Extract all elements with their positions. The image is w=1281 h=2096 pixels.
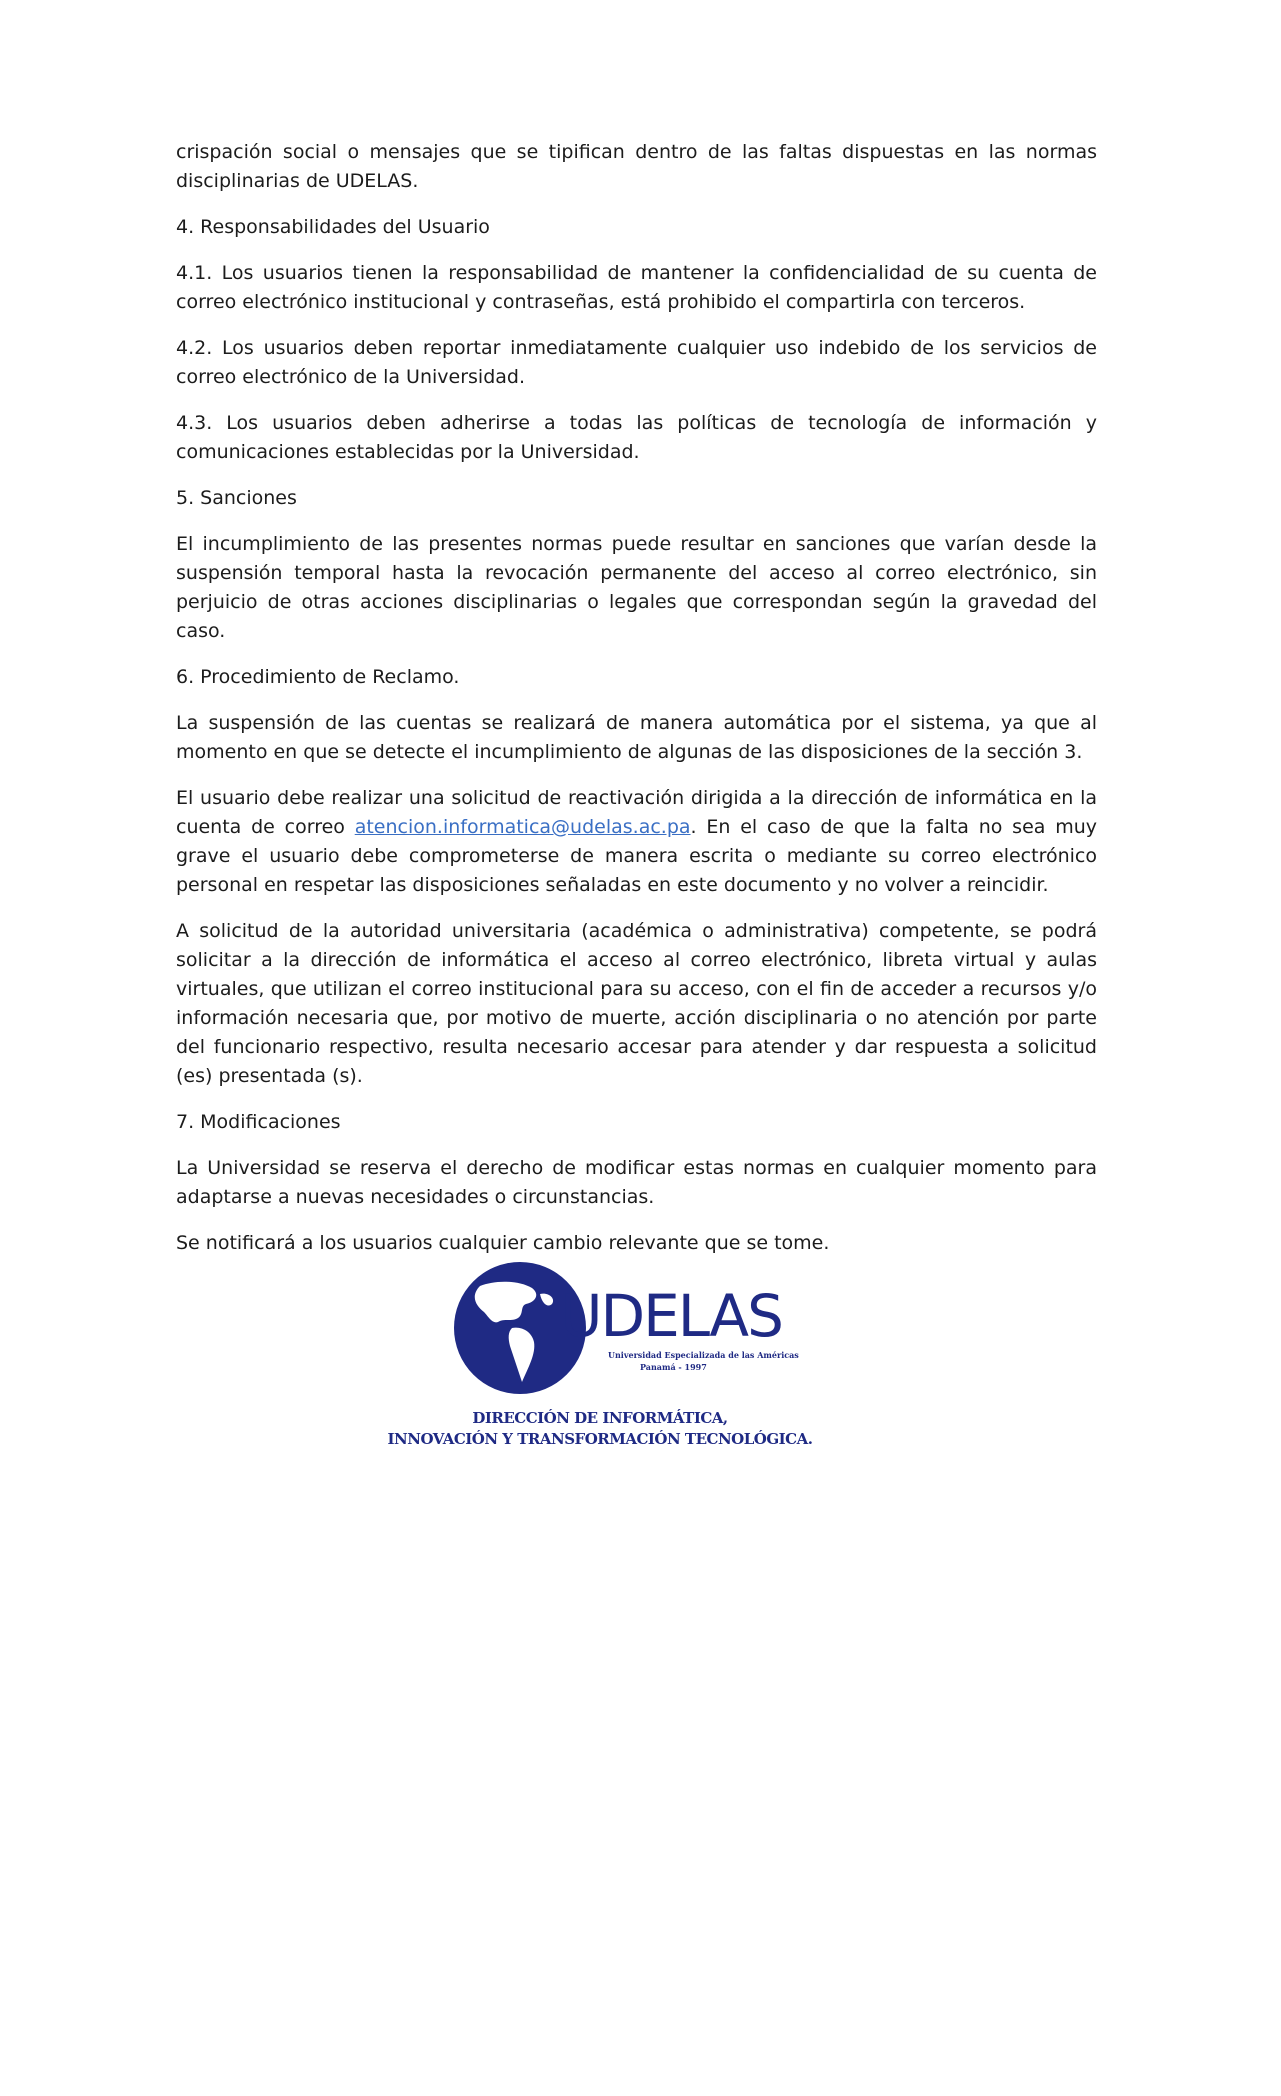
body-paragraph: 4.3. Los usuarios deben adherirse a todas las políticas de tecnología de información y comunicaciones establecidas por la Universidad. <box>176 412 1097 463</box>
department-line-2: INNOVACIÓN Y TRANSFORMACIÓN TECNOLÓGICA. <box>387 1430 813 1448</box>
department-name <box>380 1408 820 1450</box>
body-paragraph: La suspensión de las cuentas se realizará de manera automática por el sistema, ya que al momento en que se detecte el incumplimiento de algunas de las disposiciones de la sección 3. <box>176 712 1097 763</box>
document-body <box>176 138 1097 1275</box>
logo-wordmark: UDELAS <box>560 1282 782 1350</box>
section-heading: 7. Modificaciones <box>176 1111 341 1133</box>
paragraphs-before <box>176 138 1097 767</box>
section-heading: 4. Responsabilidades del Usuario <box>176 216 490 238</box>
logo-year: Panamá - 1997 <box>640 1362 707 1372</box>
body-paragraph: El incumplimiento de las presentes normas puede resultar en sanciones que varían desde la suspensión temporal hasta la revocación permanente del acceso al correo electrónico, sin perjuicio de otras acciones disciplinarias o legales que correspondan según la gravedad del caso. <box>176 533 1097 642</box>
logo-subtitle: Universidad Especializada de las Américas <box>608 1350 799 1360</box>
section-heading: 5. Sanciones <box>176 487 297 509</box>
udelas-logo <box>380 1258 860 1478</box>
body-paragraph: crispación social o mensajes que se tipifican dentro de las faltas dispuestas en las normas disciplinarias de UDELAS. <box>176 141 1097 192</box>
body-paragraph: 4.2. Los usuarios deben reportar inmediatamente cualquier uso indebido de los servicios de correo electrónico de la Universidad. <box>176 337 1097 388</box>
reactivation-paragraph <box>176 784 1097 900</box>
support-email-link[interactable]: atencion.informatica@udelas.ac.pa <box>354 816 691 838</box>
body-paragraph: La Universidad se reserva el derecho de modificar estas normas en cualquier momento para adaptarse a nuevas necesidades o circunstancias. <box>176 1157 1097 1208</box>
reactivation-text-after: . En el caso de que la falta no sea muy grave el usuario debe comprometerse de manera escrita o mediante su correo electrónico personal en respetar las disposiciones señaladas en este documento y no volver a reincidir. <box>176 816 1097 896</box>
paragraphs-after <box>176 917 1097 1258</box>
reactivation-text-before: El usuario debe realizar una solicitud de reactivación dirigida a la dirección de informática en la cuenta de correo <box>176 787 1097 838</box>
section-heading: 6. Procedimiento de Reclamo. <box>176 666 460 688</box>
body-paragraph: A solicitud de la autoridad universitaria (académica o administrativa) competente, se podrá solicitar a la dirección de informática el acceso al correo electrónico, libreta virtual y aulas virtuales, que utilizan el correo institucional para su acceso, con el fin de acceder a recursos y/o información necesaria que, por motivo de muerte, acción disciplinaria o no atención por parte del funcionario respectivo, resulta necesario accesar para atender y dar respuesta a solicitud (es) presentada (s). <box>176 920 1097 1087</box>
body-paragraph: Se notificará a los usuarios cualquier cambio relevante que se tome. <box>176 1232 830 1254</box>
body-paragraph: 4.1. Los usuarios tienen la responsabilidad de mantener la confidencialidad de su cuenta de correo electrónico institucional y contraseñas, está prohibido el compartirla con terceros. <box>176 262 1097 313</box>
department-line-1: DIRECCIÓN DE INFORMÁTICA, <box>472 1409 728 1427</box>
